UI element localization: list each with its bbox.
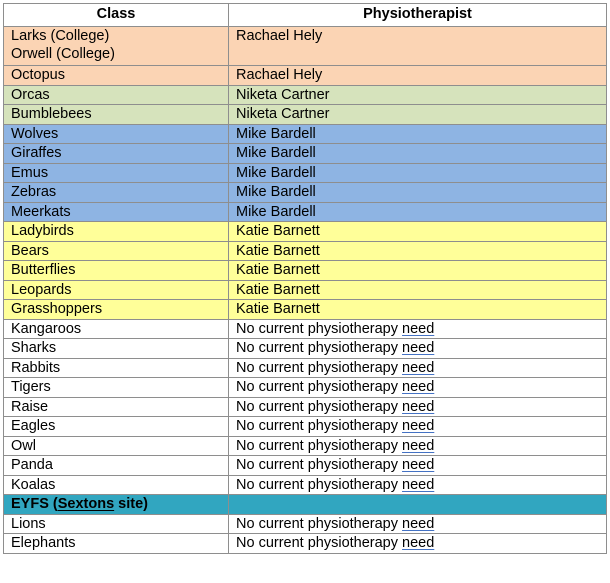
physio-allocation-table <box>3 3 607 554</box>
physio-status-need: need <box>402 535 435 551</box>
physiotherapist-name: Mike Bardell <box>236 203 316 220</box>
physio-status-text: No current physiotherapy <box>236 359 403 376</box>
class-name: Panda <box>11 457 53 473</box>
physiotherapist-cell <box>229 183 607 203</box>
class-cell <box>4 397 229 417</box>
class-cell <box>4 261 229 281</box>
class-cell <box>4 300 229 320</box>
physio-status-text: No current physiotherapy <box>236 457 403 473</box>
class-cell <box>4 183 229 203</box>
class-cell <box>4 358 229 378</box>
class-cell <box>4 85 229 105</box>
physio-status-need: need <box>402 457 435 473</box>
class-name: Eagles <box>11 418 56 434</box>
class-cell <box>4 202 229 222</box>
physiotherapist-cell <box>229 534 607 554</box>
class-name: Elephants <box>11 535 76 551</box>
physiotherapist-name: Katie Barnett <box>236 281 320 298</box>
class-cell <box>4 475 229 495</box>
table-row <box>4 222 607 242</box>
table-row <box>4 397 607 417</box>
physiotherapist-cell <box>229 241 607 261</box>
physio-status-text: No current physiotherapy <box>236 515 403 532</box>
class-cell <box>4 124 229 144</box>
physiotherapist-cell <box>229 261 607 281</box>
table-row <box>4 261 607 281</box>
physio-status-need: need <box>402 398 435 415</box>
table-row <box>4 436 607 456</box>
physiotherapist-cell <box>229 163 607 183</box>
class-name: Sharks <box>11 340 57 356</box>
class-name: Meerkats <box>11 203 71 220</box>
physiotherapist-name: Rachael Hely <box>236 67 323 83</box>
physiotherapist-cell <box>229 280 607 300</box>
physio-status-need: need <box>402 340 435 356</box>
class-name: Grasshoppers <box>11 301 103 317</box>
table-row <box>4 27 607 66</box>
class-cell <box>4 163 229 183</box>
physiotherapist-cell <box>229 456 607 476</box>
class-name: Bears <box>11 242 49 259</box>
physiotherapist-cell <box>229 27 607 66</box>
class-name: Koalas <box>11 476 56 493</box>
class-name: Lions <box>11 515 46 532</box>
class-name: Zebras <box>11 184 57 200</box>
table-row <box>4 378 607 398</box>
physiotherapist-name: Katie Barnett <box>236 242 320 259</box>
header-row <box>4 4 607 27</box>
class-cell <box>4 27 229 66</box>
class-cell <box>4 66 229 86</box>
physio-status-text: No current physiotherapy <box>236 437 403 454</box>
section-empty-cell <box>229 495 607 515</box>
physiotherapist-cell <box>229 124 607 144</box>
physiotherapist-cell <box>229 144 607 164</box>
physiotherapist-cell <box>229 319 607 339</box>
section-header-row <box>4 495 607 515</box>
physiotherapist-name: Katie Barnett <box>236 262 320 278</box>
physio-status-text: No current physiotherapy <box>236 535 403 551</box>
physio-status-text: No current physiotherapy <box>236 340 403 356</box>
table-row <box>4 183 607 203</box>
class-cell <box>4 241 229 261</box>
physiotherapist-cell <box>229 475 607 495</box>
class-cell <box>4 378 229 398</box>
table-row <box>4 475 607 495</box>
table-row <box>4 241 607 261</box>
physiotherapist-cell <box>229 105 607 125</box>
class-cell <box>4 514 229 534</box>
class-cell <box>4 436 229 456</box>
class-name: Giraffes <box>11 145 62 161</box>
class-name: Butterflies <box>11 262 76 278</box>
physiotherapist-name: Mike Bardell <box>236 125 316 142</box>
class-name: Wolves <box>11 125 59 142</box>
physiotherapist-cell <box>229 417 607 437</box>
physiotherapist-cell <box>229 66 607 86</box>
physio-status-need: need <box>402 359 435 376</box>
physio-status-need: need <box>402 437 435 454</box>
class-cell <box>4 319 229 339</box>
class-cell <box>4 417 229 437</box>
table-body <box>4 27 607 554</box>
table-row <box>4 514 607 534</box>
class-name: Kangaroos <box>11 320 82 337</box>
class-name: Octopus <box>11 67 65 83</box>
physiotherapist-name: Niketa Cartner <box>236 106 330 122</box>
class-name: Emus <box>11 164 49 181</box>
class-name: Tigers <box>11 379 51 395</box>
class-name: Raise <box>11 398 49 415</box>
class-cell <box>4 144 229 164</box>
physiotherapist-cell <box>229 202 607 222</box>
class-name-line: Larks (College) <box>11 28 110 44</box>
physio-status-need: need <box>402 379 435 395</box>
physiotherapist-cell <box>229 378 607 398</box>
physio-status-text: No current physiotherapy <box>236 320 403 337</box>
physio-status-need: need <box>402 476 435 493</box>
physiotherapist-name: Rachael Hely <box>236 28 323 44</box>
physiotherapist-name: Mike Bardell <box>236 145 316 161</box>
physio-status-need: need <box>402 320 435 337</box>
class-column-header: Class <box>4 4 229 27</box>
table-row <box>4 163 607 183</box>
physiotherapist-name: Mike Bardell <box>236 164 316 181</box>
table-row <box>4 105 607 125</box>
table-row <box>4 534 607 554</box>
physiotherapist-cell <box>229 397 607 417</box>
class-cell <box>4 105 229 125</box>
physio-status-text: No current physiotherapy <box>236 418 403 434</box>
class-name: Owl <box>11 437 36 454</box>
physio-allocation-table-wrapper <box>3 3 607 554</box>
physiotherapist-cell <box>229 358 607 378</box>
class-cell <box>4 534 229 554</box>
physiotherapist-name: Katie Barnett <box>236 301 320 317</box>
class-name: Orcas <box>11 86 50 103</box>
table-row <box>4 280 607 300</box>
physiotherapist-name: Mike Bardell <box>236 184 316 200</box>
class-name: Bumblebees <box>11 106 92 122</box>
physio-status-text: No current physiotherapy <box>236 398 403 415</box>
physiotherapist-cell <box>229 339 607 359</box>
table-row <box>4 300 607 320</box>
physio-status-need: need <box>402 515 435 532</box>
physiotherapist-cell <box>229 222 607 242</box>
table-row <box>4 144 607 164</box>
table-row <box>4 339 607 359</box>
class-cell <box>4 339 229 359</box>
physiotherapist-cell <box>229 85 607 105</box>
class-name: Leopards <box>11 281 72 298</box>
physio-status-text: No current physiotherapy <box>236 379 403 395</box>
physiotherapist-column-header: Physiotherapist <box>229 4 607 27</box>
section-title-cell <box>4 495 229 515</box>
physiotherapist-cell <box>229 436 607 456</box>
physiotherapist-cell <box>229 514 607 534</box>
physio-status-text: No current physiotherapy <box>236 476 403 493</box>
class-name-line: Orwell (College) <box>11 46 115 62</box>
class-name: Rabbits <box>11 359 61 376</box>
class-cell <box>4 280 229 300</box>
physio-status-need: need <box>402 418 435 434</box>
class-name: Ladybirds <box>11 223 74 239</box>
section-title-site: Sextons <box>57 496 115 512</box>
table-row <box>4 456 607 476</box>
section-title-suffix: site) <box>114 496 148 512</box>
class-cell <box>4 456 229 476</box>
table-row <box>4 85 607 105</box>
table-row <box>4 66 607 86</box>
table-row <box>4 319 607 339</box>
table-row <box>4 124 607 144</box>
physiotherapist-name: Katie Barnett <box>236 223 320 239</box>
class-cell <box>4 222 229 242</box>
table-row <box>4 202 607 222</box>
physiotherapist-cell <box>229 300 607 320</box>
table-row <box>4 358 607 378</box>
section-title-prefix: EYFS ( <box>11 496 58 512</box>
table-row <box>4 417 607 437</box>
physiotherapist-name: Niketa Cartner <box>236 86 330 103</box>
